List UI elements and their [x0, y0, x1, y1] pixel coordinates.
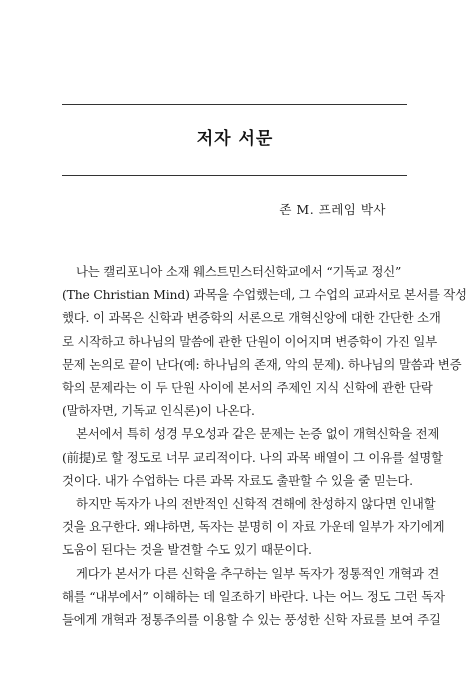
- paragraph: [62, 260, 467, 422]
- text-line: 것이다. 내가 수업하는 다른 과목 자료도 출판할 수 있을 줄 믿는다.: [62, 472, 413, 488]
- text-line: 하지만 독자가 나의 전반적인 신학적 견해에 찬성하지 않다면 인내할: [76, 496, 436, 512]
- text-line: 것을 요구한다. 왜냐하면, 독자는 분명히 이 자료 가운데 일부가 자기에게: [62, 519, 445, 535]
- top-rule: [62, 104, 407, 105]
- bottom-rule: [62, 175, 407, 176]
- text-line: (말하자면, 기독교 인식론)이 나온다.: [62, 403, 255, 419]
- text-line: (前提)로 할 정도로 너무 교리적이다. 나의 과목 배열이 그 이유를 설명할: [62, 449, 443, 465]
- text-line: 들에게 개혁과 정통주의를 이용할 수 있는 풍성한 신학 자료를 보여 주길: [62, 612, 441, 628]
- paragraph: [62, 492, 445, 562]
- text-line: 로 시작하고 하나님의 말씀에 관한 단원이 이어지며 변증학이 가진 일부: [62, 333, 437, 349]
- text-line: 본서에서 특히 성경 무오성과 같은 문제는 논증 없이 개혁신학을 전제: [76, 426, 440, 442]
- paragraph: [62, 422, 443, 492]
- text-line: 나는 캘리포니아 소재 웨스트민스터신학교에서 “기독교 정신”: [76, 264, 402, 279]
- text-line: 게다가 본서가 다른 신학을 추구하는 일부 독자가 정통적인 개혁과 견: [76, 565, 440, 581]
- body-text: [62, 260, 467, 631]
- page-title: 저자 서문: [196, 129, 274, 149]
- text-line: 도움이 된다는 것을 발견할 수도 있기 때문이다.: [62, 542, 312, 558]
- paragraph: [62, 562, 445, 632]
- text-line: 학의 문제라는 이 두 단원 사이에 본서의 주제인 지식 신학에 관한 단락: [62, 380, 433, 396]
- author-line: 존 M. 프레임 박사: [279, 202, 386, 217]
- text-line: (The Christian Mind) 과목을 수업했는데, 그 수업의 교과서로 본서를 작성: [62, 287, 467, 303]
- text-line: 문제 논의로 끝이 난다(예: 하나님의 존재, 악의 문제). 하나님의 말씀과 변증: [62, 356, 462, 372]
- text-line: 해를 “내부에서” 이해하는 데 일조하기 바란다. 나는 어느 정도 그런 독자: [62, 588, 445, 604]
- text-line: 했다. 이 과목은 신학과 변증학의 서론으로 개혁신앙에 대한 간단한 소개: [62, 310, 441, 326]
